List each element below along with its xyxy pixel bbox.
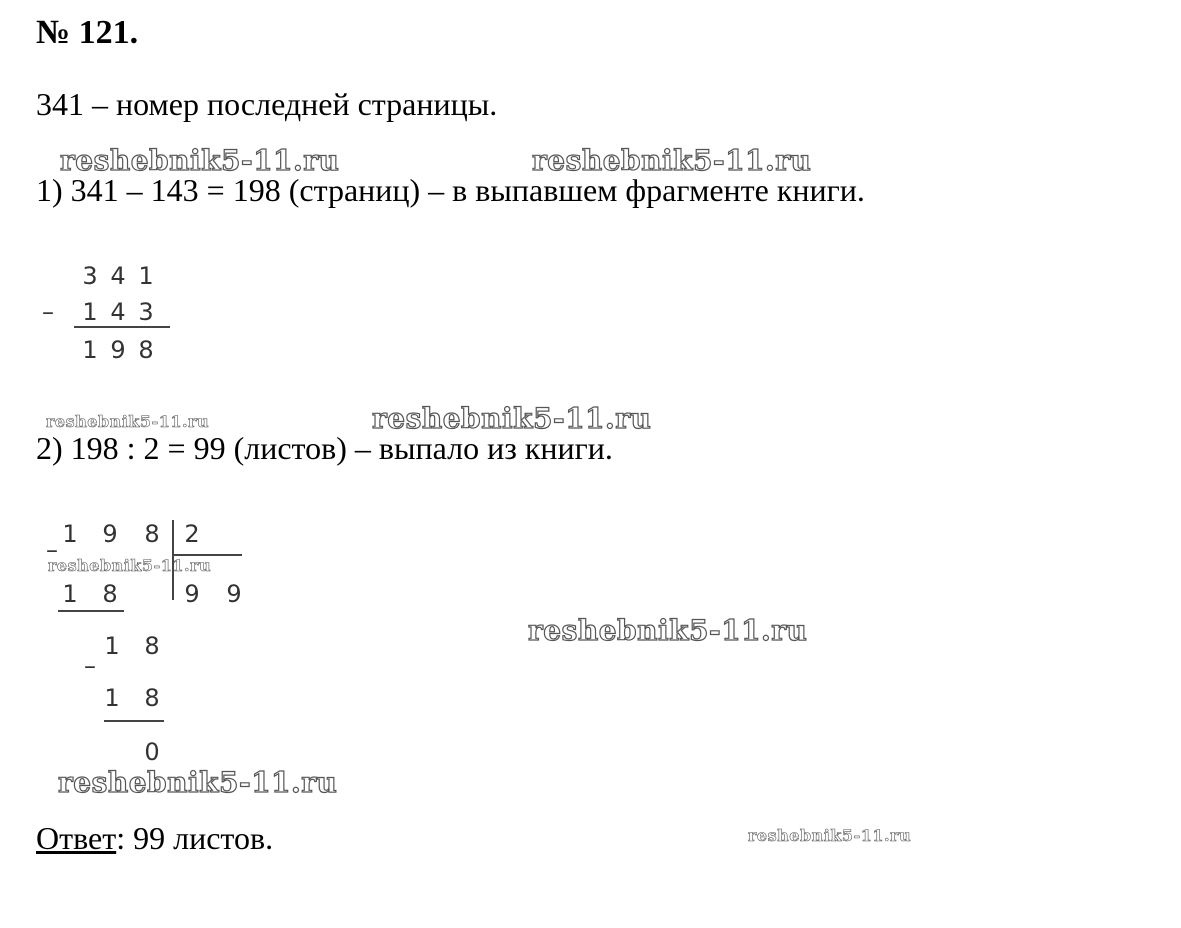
division-digit: 9 — [102, 520, 118, 548]
watermark: reshebnik5-11.ru — [58, 766, 338, 799]
division-digit: 8 — [102, 580, 118, 608]
subtraction-digit: 9 — [110, 336, 126, 364]
subtraction-digit: 4 — [110, 298, 126, 326]
subtraction-digit: 1 — [138, 262, 154, 290]
answer-text: : 99 листов. — [116, 820, 274, 856]
division-digit: 8 — [144, 520, 160, 548]
step1-line: 1) 341 – 143 = 198 (страниц) – в выпавшем фрагменте книги. — [36, 172, 865, 208]
answer-line — [36, 820, 273, 857]
minus-sign: – — [42, 298, 54, 326]
watermark: reshebnik5-11.ru — [48, 556, 212, 575]
quotient-digit: 9 — [184, 580, 200, 608]
subtraction-digit: 3 — [138, 298, 154, 326]
subtraction-digit: 4 — [110, 262, 126, 290]
division-digit: 8 — [144, 632, 160, 660]
subtraction-digit: 1 — [82, 336, 98, 364]
subtraction-digit: 8 — [138, 336, 154, 364]
minus-sign: – — [84, 652, 96, 680]
step2-line: 2) 198 : 2 = 99 (листов) – выпало из книги. — [36, 430, 613, 466]
problem-number: № 121. — [36, 14, 139, 51]
subtraction-rule — [74, 326, 170, 328]
watermark: reshebnik5-11.ru — [372, 402, 652, 435]
watermark: reshebnik5-11.ru — [528, 614, 808, 647]
division-digit: 1 — [62, 580, 78, 608]
division-rule — [58, 610, 124, 612]
answer-label: Ответ — [36, 820, 117, 856]
division-rule — [104, 720, 164, 722]
watermark: reshebnik5-11.ru — [60, 144, 340, 177]
division-digit: 1 — [104, 684, 120, 712]
watermark: reshebnik5-11.ru — [532, 144, 812, 177]
division-digit: 1 — [104, 632, 120, 660]
intro-line: 341 – номер последней страницы. — [36, 86, 498, 122]
watermark: reshebnik5-11.ru — [748, 826, 912, 845]
subtraction-digit: 1 — [82, 298, 98, 326]
division-remainder: 0 — [144, 738, 160, 766]
quotient-digit: 9 — [226, 580, 242, 608]
divisor: 2 — [184, 520, 200, 548]
subtraction-digit: 3 — [82, 262, 98, 290]
minus-sign: – — [46, 536, 58, 564]
division-digit: 1 — [62, 520, 78, 548]
division-digit: 8 — [144, 684, 160, 712]
watermark: reshebnik5-11.ru — [46, 412, 210, 431]
